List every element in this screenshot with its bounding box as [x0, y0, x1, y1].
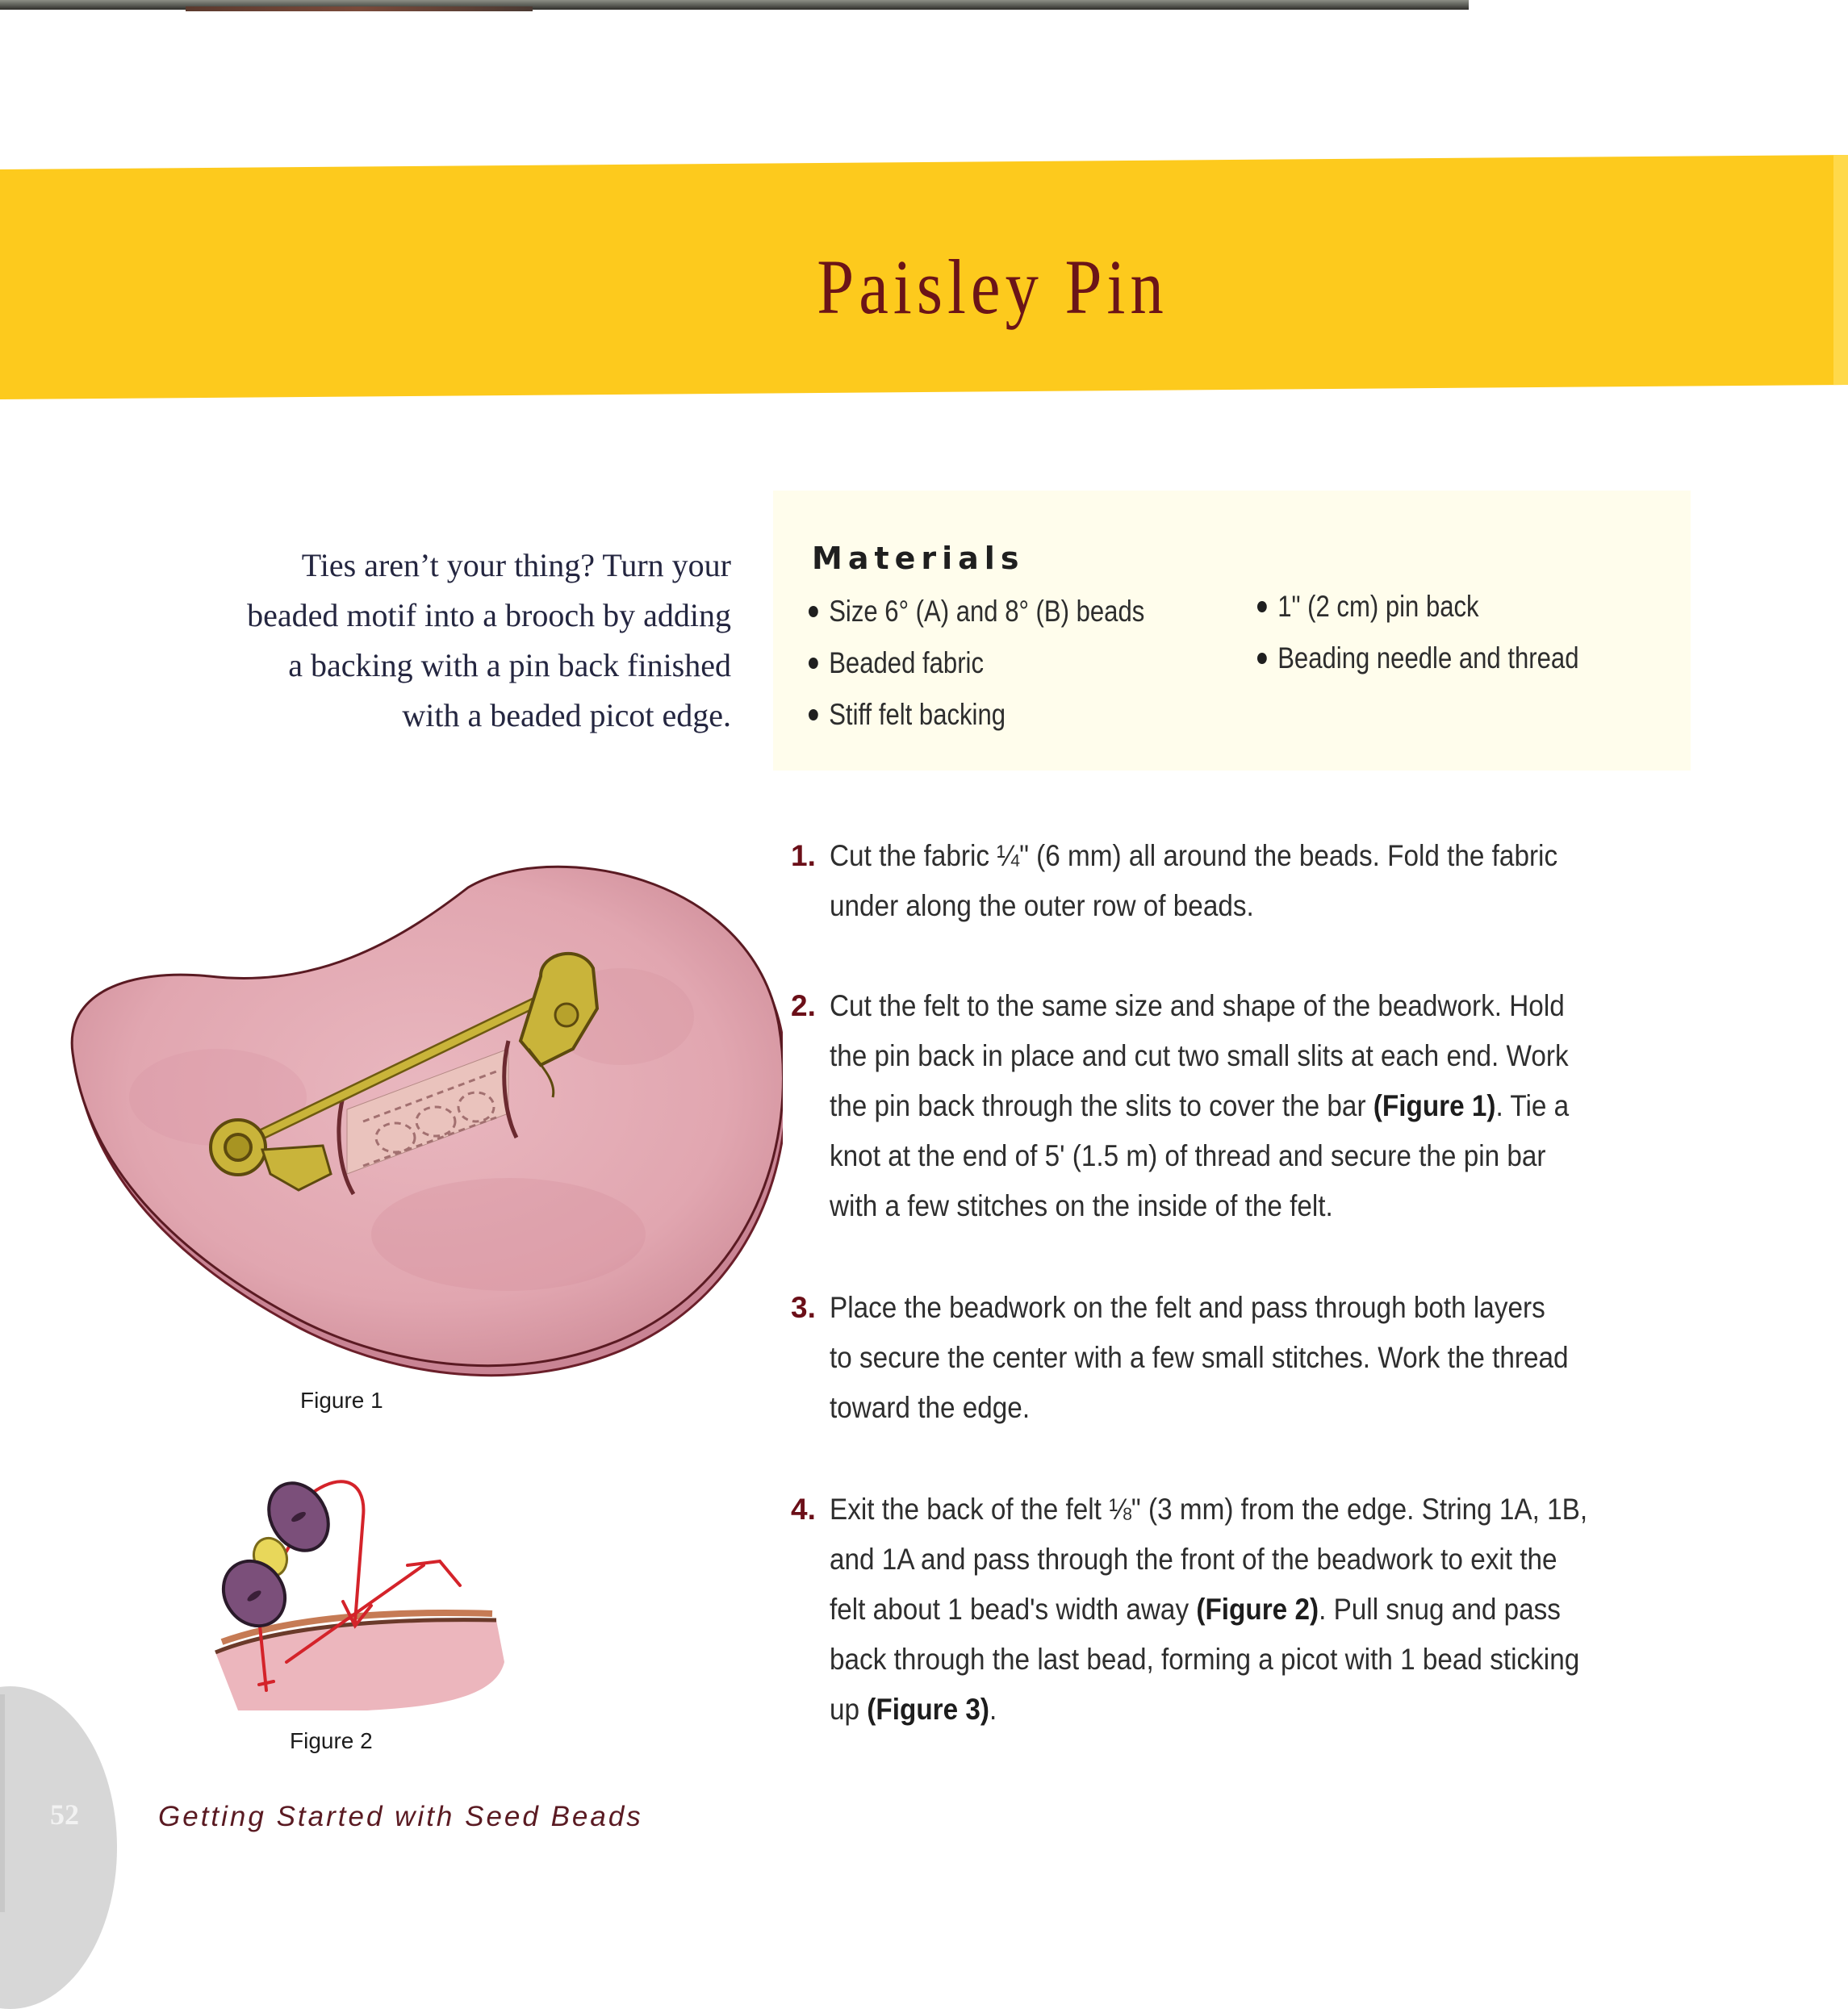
materials-item [1257, 581, 1578, 633]
step-text [830, 1283, 1709, 1433]
step-line-text: . Tie a [1495, 1089, 1570, 1122]
step-text [830, 831, 1709, 931]
step-line [830, 1383, 1621, 1433]
page-edge [0, 1694, 5, 1912]
step-line-text: back through the last bead, forming a picot with 1 bead sticking [830, 1643, 1580, 1676]
step-line [830, 1031, 1621, 1081]
step-text [830, 981, 1709, 1231]
step-line [830, 1685, 1621, 1735]
step-line [830, 1635, 1621, 1685]
bullet-icon [1257, 653, 1267, 664]
bullet-icon [809, 658, 818, 669]
materials-item [809, 586, 1144, 637]
materials-list-column-1 [809, 586, 1209, 741]
step-number: 4. [791, 1493, 816, 1526]
step-line [830, 831, 1621, 881]
step-line-text: Exit the back of the felt ⅛" (3 mm) from the edge. String 1A, 1B, [830, 1493, 1588, 1526]
step-line-text: Cut the fabric ¼" (6 mm) all around the beads. Fold the fabric [830, 839, 1558, 872]
step-line-text: the pin back through the slits to cover the bar [830, 1089, 1373, 1122]
bullet-icon [1257, 601, 1267, 612]
step-line-text: Cut the felt to the same size and shape of the beadwork. Hold [830, 989, 1565, 1022]
step-number: 1. [791, 839, 816, 872]
step-line [830, 981, 1621, 1031]
intro-line: Ties aren’t your thing? Turn your [301, 547, 731, 583]
step-line-text: under along the outer row of beads. [830, 889, 1254, 922]
figure-2-caption: Figure 2 [290, 1728, 373, 1753]
step-line [830, 1081, 1621, 1131]
step-line-text: the pin back in place and cut two small slits at each end. Work [830, 1039, 1569, 1072]
picot-diagram-illustration [206, 1468, 512, 1710]
materials-heading: Materials [812, 541, 1025, 576]
step-text [830, 1485, 1709, 1735]
materials-item-label: Size 6° (A) and 8° (B) beads [829, 595, 1145, 628]
bullet-icon [809, 709, 818, 720]
figure-reference: (Figure 1) [1373, 1089, 1496, 1122]
step-line [830, 1283, 1621, 1333]
figure-reference: (Figure 2) [1196, 1593, 1319, 1626]
step-line-text: to secure the center with a few small stitches. Work the thread [830, 1341, 1569, 1374]
step-line-text: Place the beadwork on the felt and pass through both layers [830, 1291, 1545, 1324]
materials-item-label: 1" (2 cm) pin back [1277, 590, 1479, 623]
page-number-tab [0, 1686, 117, 2009]
step-line [830, 1535, 1621, 1585]
step-line-text: with a few stitches on the inside of the felt. [830, 1189, 1333, 1222]
paisley-brooch-illustration [56, 855, 783, 1380]
materials-item-label: Beading needle and thread [1277, 641, 1579, 675]
step-line [830, 881, 1621, 931]
running-footer-title: Getting Started with Seed Beads [158, 1801, 643, 1832]
step-line [830, 1333, 1621, 1383]
step-number: 2. [791, 989, 816, 1022]
step-line-text: knot at the end of 5' (1.5 m) of thread and secure the pin bar [830, 1139, 1546, 1172]
materials-box [773, 491, 1691, 771]
page-number: 52 [50, 1798, 79, 1831]
step-line-text: up [830, 1693, 868, 1726]
materials-item-label: Beaded fabric [829, 646, 984, 679]
materials-item [1257, 633, 1578, 684]
step-line-text: and 1A and pass through the front of the beadwork to exit the [830, 1543, 1557, 1576]
intro-line: beaded motif into a brooch by adding [247, 597, 731, 633]
step-line-text: . Pull snug and pass [1319, 1593, 1561, 1626]
page-title: Paisley Pin [817, 244, 1169, 330]
materials-item [809, 689, 1144, 741]
intro-line: with a beaded picot edge. [402, 697, 731, 733]
materials-list-column-2 [1257, 581, 1640, 684]
figure-1 [56, 855, 783, 1413]
step-line [830, 1485, 1621, 1535]
figure-1-caption: Figure 1 [300, 1388, 383, 1413]
intro-line: a backing with a pin back finished [288, 647, 731, 683]
step-line-text: . [989, 1693, 997, 1726]
step-line [830, 1585, 1621, 1635]
materials-item [809, 637, 1144, 689]
step-line-text: toward the edge. [830, 1391, 1031, 1424]
step-line-text: felt about 1 bead's width away [830, 1593, 1197, 1626]
materials-item-label: Stiff felt backing [829, 698, 1006, 731]
step-number: 3. [791, 1291, 816, 1324]
step-line [830, 1181, 1621, 1231]
bullet-icon [809, 606, 818, 617]
figure-reference: (Figure 3) [867, 1693, 989, 1726]
figure-2 [206, 1468, 512, 1753]
intro-paragraph [161, 541, 731, 741]
step-line [830, 1131, 1621, 1181]
binding-accent [186, 6, 533, 11]
